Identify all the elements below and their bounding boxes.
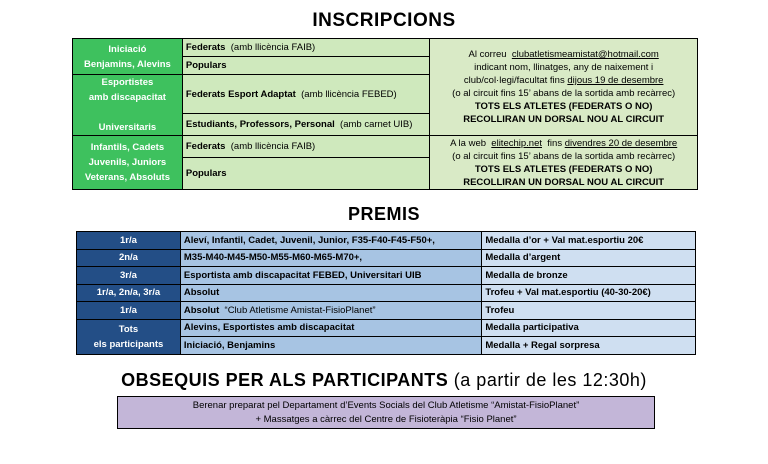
type-label: Federats <box>185 42 226 53</box>
category-cell: Esportista amb discapacitat FEBED, Universitari UIB <box>180 267 481 285</box>
category-cell: M35-M40-M45-M50-M55-M60-M65-M70+, <box>180 249 481 267</box>
rank-cell: 1r/a, 2n/a, 3r/a <box>77 284 181 302</box>
category-text: Absolut <box>183 304 220 316</box>
rank-line: Tots <box>118 323 139 335</box>
rank-cell: 1r/a <box>77 232 181 250</box>
type-note: (amb carnet UIB) <box>340 119 413 131</box>
rank-cell <box>77 319 181 354</box>
category-cell <box>73 136 183 190</box>
obsequis-line: Berenar preparat pel Departament d’Events Socials del Club Atletisme “Amistat-FisioPlanet” <box>192 400 580 411</box>
registration-type <box>182 39 429 57</box>
table-row <box>77 267 696 285</box>
category-cell: Absolut <box>180 284 481 302</box>
table-row <box>77 319 696 337</box>
category-line: Juvenils, Juniors <box>88 157 167 168</box>
prize-cell: Medalla + Regal sorpresa <box>482 337 696 355</box>
table-row <box>77 302 696 320</box>
info-text: A la web <box>450 137 487 149</box>
info-text: fins <box>547 137 563 149</box>
registration-info-email <box>430 39 698 136</box>
prize-cell: Trofeu <box>482 302 696 320</box>
table-row <box>77 232 696 250</box>
type-label: Federats <box>185 141 226 152</box>
registration-type <box>182 57 429 75</box>
category-cell <box>73 39 183 75</box>
type-label: Populars <box>185 168 227 179</box>
deadline-date: divendres 20 de desembre <box>564 137 678 149</box>
registration-info-web <box>430 136 698 190</box>
info-bold-text: TOTS ELS ATLETES (FEDERATS O NO) <box>474 163 653 175</box>
type-note: (amb llicència FAIB) <box>230 141 316 152</box>
obsequis-box <box>117 396 655 429</box>
category-cell: Iniciació, Benjamins <box>180 337 481 355</box>
registration-type <box>182 158 429 190</box>
category-cell: Aleví, Infantil, Cadet, Juvenil, Junior, F35-F40-F45-F50+, <box>180 232 481 250</box>
web-link[interactable]: elitechip.net <box>491 137 542 149</box>
category-line: amb discapacitat <box>88 92 166 103</box>
registration-type <box>182 75 429 114</box>
type-label: Federats Esport Adaptat <box>185 88 296 100</box>
obsequis-title <box>0 370 768 391</box>
registration-type <box>182 136 429 158</box>
prize-cell: Medalla d’or + Val mat.esportiu 20€ <box>482 232 696 250</box>
info-text: (o al circuit fins 15’ abans de la sortida amb recàrrec) <box>452 88 676 99</box>
deadline-date: dijous 19 de desembre <box>567 75 664 86</box>
info-text: club/col·legi/facultat fins <box>463 75 565 86</box>
rank-cell: 3r/a <box>77 267 181 285</box>
category-line: Esportistes <box>101 77 154 88</box>
type-note: (amb llicència FEBED) <box>301 88 397 100</box>
table-row <box>77 284 696 302</box>
table-row <box>77 249 696 267</box>
prize-cell: Trofeu + Val mat.esportiu (40-30-20€) <box>482 284 696 302</box>
prize-cell: Medalla d’argent <box>482 249 696 267</box>
info-bold-text: TOTS ELS ATLETES (FEDERATS O NO) <box>474 101 653 112</box>
category-line: Benjamins, Alevins <box>84 58 171 70</box>
category-cell <box>180 302 481 320</box>
prize-cell: Medalla de bronze <box>482 267 696 285</box>
prize-cell: Medalla participativa <box>482 319 696 337</box>
category-line: Veterans, Absoluts <box>84 172 171 183</box>
info-bold-text: RECOLLIRAN UN DORSAL NOU AL CIRCUIT <box>463 176 665 188</box>
type-label: Populars <box>185 60 227 71</box>
rank-cell: 1r/a <box>77 302 181 320</box>
rank-cell: 2n/a <box>77 249 181 267</box>
category-line: Infantils, Cadets <box>90 142 165 153</box>
rank-line: els participants <box>93 338 164 350</box>
registration-type <box>182 114 429 136</box>
info-bold-text: RECOLLIRAN UN DORSAL NOU AL CIRCUIT <box>463 114 665 125</box>
email-link[interactable]: clubatletismeamistat@hotmail.com <box>511 49 659 60</box>
info-text: Al correu <box>468 49 507 60</box>
type-label: Estudiants, Professors, Personal <box>185 119 335 131</box>
category-note: “Club Atletisme Amistat-FisioPlanet” <box>224 304 376 316</box>
category-cell: Alevins, Esportistes amb discapacitat <box>180 319 481 337</box>
premis-title: PREMIS <box>347 204 420 224</box>
premis-table <box>76 231 696 355</box>
type-note: (amb llicència FAIB) <box>230 42 316 53</box>
obsequis-line: + Massatges a càrrec del Centre de Fisioteràpia “Fisio Planet” <box>255 414 517 425</box>
info-text: indicant nom, llinatges, any de naixement i <box>474 62 654 73</box>
obsequis-heading: OBSEQUIS PER ALS PARTICIPANTS <box>121 370 449 390</box>
category-line: Iniciació <box>108 43 147 55</box>
obsequis-subtitle: (a partir de les 12:30h) <box>453 370 647 390</box>
info-text: (o al circuit fins 15’ abans de la sortida amb recàrrec) <box>452 150 676 162</box>
category-cell <box>73 75 183 136</box>
inscripcions-title: INSCRIPCIONS <box>312 10 456 31</box>
category-line: Universitaris <box>98 122 157 133</box>
inscripcions-table <box>72 38 698 190</box>
